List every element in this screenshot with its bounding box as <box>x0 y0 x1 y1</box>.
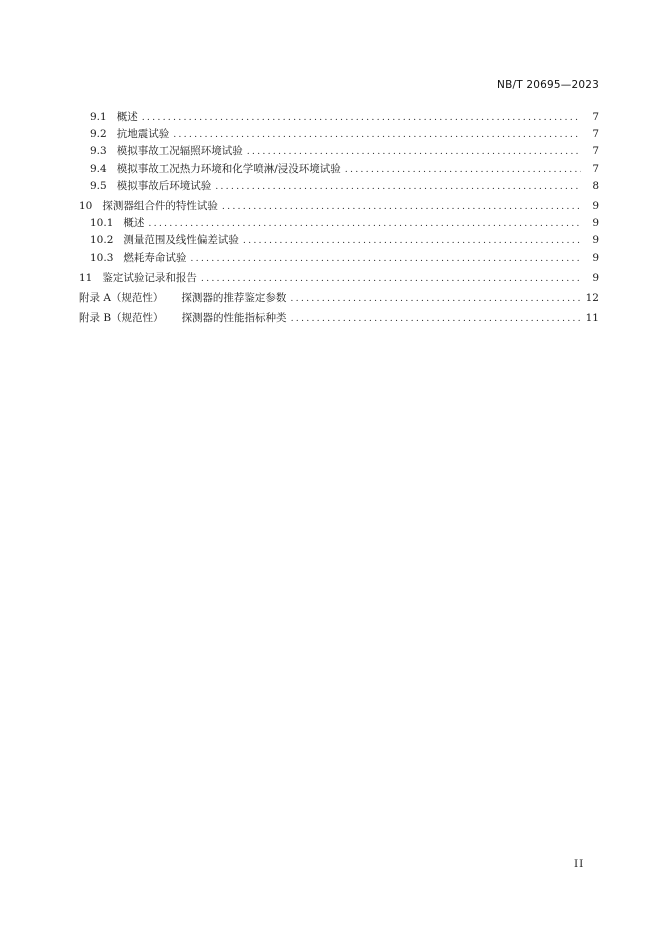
toc-entry-10-2[interactable] <box>79 232 599 249</box>
toc-leader-dots <box>247 143 581 160</box>
toc-entry-number: 9.5 <box>90 179 107 192</box>
toc-entry-number: 9.3 <box>90 145 107 158</box>
toc-entry-9-2[interactable] <box>79 126 599 143</box>
toc-entry-page: 7 <box>592 162 599 175</box>
toc-entry-number: 10 <box>79 199 93 212</box>
toc-leader-dots <box>190 250 581 267</box>
toc-entry-title: 测量范围及线性偏差试验 <box>123 234 239 247</box>
toc-entry-number: 9.1 <box>90 111 107 123</box>
toc-entry-page: 9 <box>592 234 599 247</box>
toc-entry-number: 10.2 <box>90 234 114 247</box>
toc-entry-page: 12 <box>585 291 599 304</box>
toc-leader-dots <box>290 290 579 307</box>
toc-entry-number: 附录 A（规范性） <box>79 291 164 304</box>
toc-leader-dots <box>142 109 581 126</box>
toc-entry-9-5[interactable] <box>79 178 599 195</box>
toc-entry-number: 11 <box>79 271 93 284</box>
toc-entry-number: 9.2 <box>90 128 107 141</box>
toc-entry-page: 7 <box>592 145 599 158</box>
toc-entry-number: 10.1 <box>90 217 114 230</box>
toc-entry-9-3[interactable] <box>79 143 599 160</box>
toc-leader-dots <box>173 126 581 143</box>
toc-entry-number: 10.3 <box>90 251 114 264</box>
toc-leader-dots <box>201 270 581 287</box>
toc-entry-10-3[interactable] <box>79 250 599 267</box>
toc-entry-title: 模拟事故工况辐照环境试验 <box>116 145 243 158</box>
toc-entry-page: 9 <box>592 199 599 212</box>
toc-entry-title: 概述 <box>116 111 138 123</box>
toc-entry-title: 抗地震试验 <box>116 128 170 141</box>
toc-entry-annex-a[interactable] <box>79 290 599 307</box>
toc-entry-9-1[interactable] <box>79 109 599 126</box>
toc-entry-page: 11 <box>585 312 599 325</box>
toc-entry-title: 燃耗寿命试验 <box>123 251 187 264</box>
toc-entry-annex-b[interactable] <box>79 310 599 327</box>
toc-leader-dots <box>215 178 581 195</box>
toc-entry-title: 鉴定试验记录和报告 <box>102 271 197 284</box>
toc-entry-page: 8 <box>592 179 599 192</box>
table-of-contents <box>79 109 599 327</box>
toc-entry-page: 9 <box>592 271 599 284</box>
toc-leader-dots <box>291 310 580 327</box>
toc-leader-dots <box>345 161 581 178</box>
toc-entry-page: 9 <box>592 217 599 230</box>
toc-entry-title: 探测器的推荐鉴定参数 <box>181 291 287 304</box>
toc-entry-title: 概述 <box>123 217 145 230</box>
toc-entry-9-4[interactable] <box>79 161 599 178</box>
document-code: NB/T 20695—2023 <box>497 79 599 91</box>
toc-entry-page: 9 <box>592 251 599 264</box>
toc-leader-dots <box>148 215 581 232</box>
toc-entry-11[interactable] <box>79 270 599 287</box>
toc-entry-number: 附录 B（规范性） <box>79 312 164 325</box>
toc-entry-page: 7 <box>592 128 599 141</box>
toc-leader-dots <box>243 232 581 249</box>
toc-entry-title: 探测器组合件的特性试验 <box>102 199 218 212</box>
page-number: II <box>574 858 585 870</box>
toc-leader-dots <box>222 198 581 215</box>
toc-entry-title: 探测器的性能指标种类 <box>181 312 287 325</box>
toc-entry-10-1[interactable] <box>79 215 599 232</box>
toc-entry-title: 模拟事故工况热力环境和化学喷淋/浸没环境试验 <box>116 162 341 175</box>
toc-entry-number: 9.4 <box>90 162 107 175</box>
toc-entry-10[interactable] <box>79 198 599 215</box>
toc-entry-title: 模拟事故后环境试验 <box>116 179 212 192</box>
toc-entry-page: 7 <box>592 111 599 123</box>
